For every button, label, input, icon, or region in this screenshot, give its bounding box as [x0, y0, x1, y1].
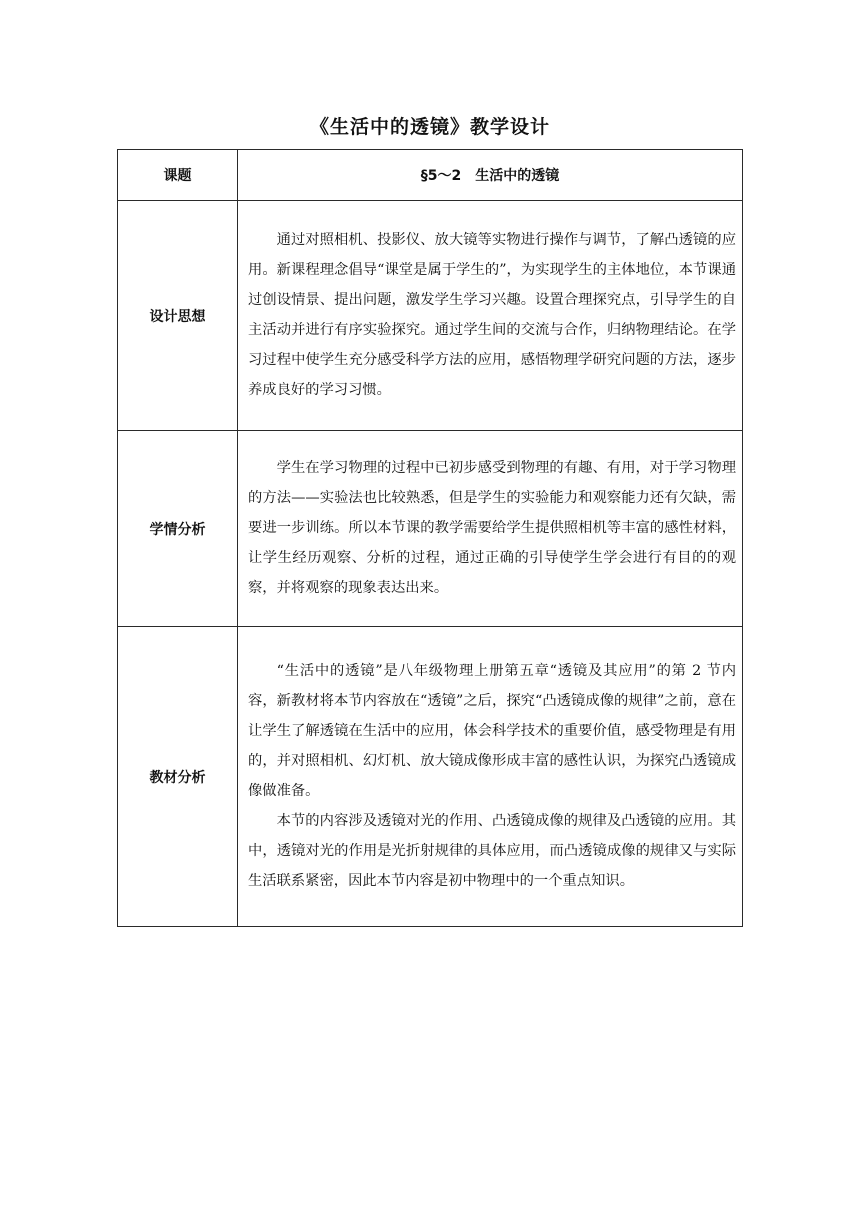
lesson-plan-table	[117, 149, 743, 927]
design-idea-content	[238, 201, 743, 431]
document-title: 《生活中的透镜》教学设计	[309, 116, 550, 138]
table-row-student-analysis	[118, 431, 743, 627]
table-row-design-idea	[118, 201, 743, 431]
topic-value: §5～2 生活中的透镜	[238, 150, 743, 201]
material-analysis-paragraph-2: 本节的内容涉及透镜对光的作用、凸透镜成像的规律及凸透镜的应用。其中，透镜对光的作用是光折射规律的具体应用，而凸透镜成像的规律又与实际生活联系紧密，因此本节内容是初中物理中的一个重点知识。	[248, 813, 736, 889]
material-analysis-label: 教材分析	[118, 627, 238, 927]
design-idea-label: 设计思想	[118, 201, 238, 431]
table-row-topic	[118, 150, 743, 201]
material-analysis-paragraph-1: “生活中的透镜”是八年级物理上册第五章“透镜及其应用”的第 2 节内容，新教材将本节内容放在“透镜”之后，探究“凸透镜成像的规律”之前，意在让学生了解透镜在生活中的应用，体会科学技术的重要价值，感受物理是有用的，并对照相机、幻灯机、放大镜成像形成丰富的感性认识，为探究凸透镜成像做准备。	[248, 663, 736, 799]
material-analysis-content	[238, 627, 743, 927]
table-row-material-analysis	[118, 627, 743, 927]
student-analysis-paragraph: 学生在学习物理的过程中已初步感受到物理的有趣、有用，对于学习物理的方法——实验法也比较熟悉，但是学生的实验能力和观察能力还有欠缺，需要进一步训练。所以本节课的教学需要给学生提供照相机等丰富的感性材料，让学生经历观察、分析的过程，通过正确的引导使学生学会进行有目的的观察，并将观察的现象表达出来。	[248, 460, 736, 596]
design-idea-paragraph: 通过对照相机、投影仪、放大镜等实物进行操作与调节，了解凸透镜的应用。新课程理念倡导“课堂是属于学生的”，为实现学生的主体地位，本节课通过创设情景、提出问题，激发学生学习兴趣。设置合理探究点，引导学生的自主活动并进行有序实验探究。通过学生间的交流与合作，归纳物理结论。在学习过程中使学生充分感受科学方法的应用，感悟物理学研究问题的方法，逐步养成良好的学习习惯。	[248, 232, 736, 398]
topic-label: 课题	[118, 150, 238, 201]
student-analysis-content	[238, 431, 743, 627]
student-analysis-label: 学情分析	[118, 431, 238, 627]
